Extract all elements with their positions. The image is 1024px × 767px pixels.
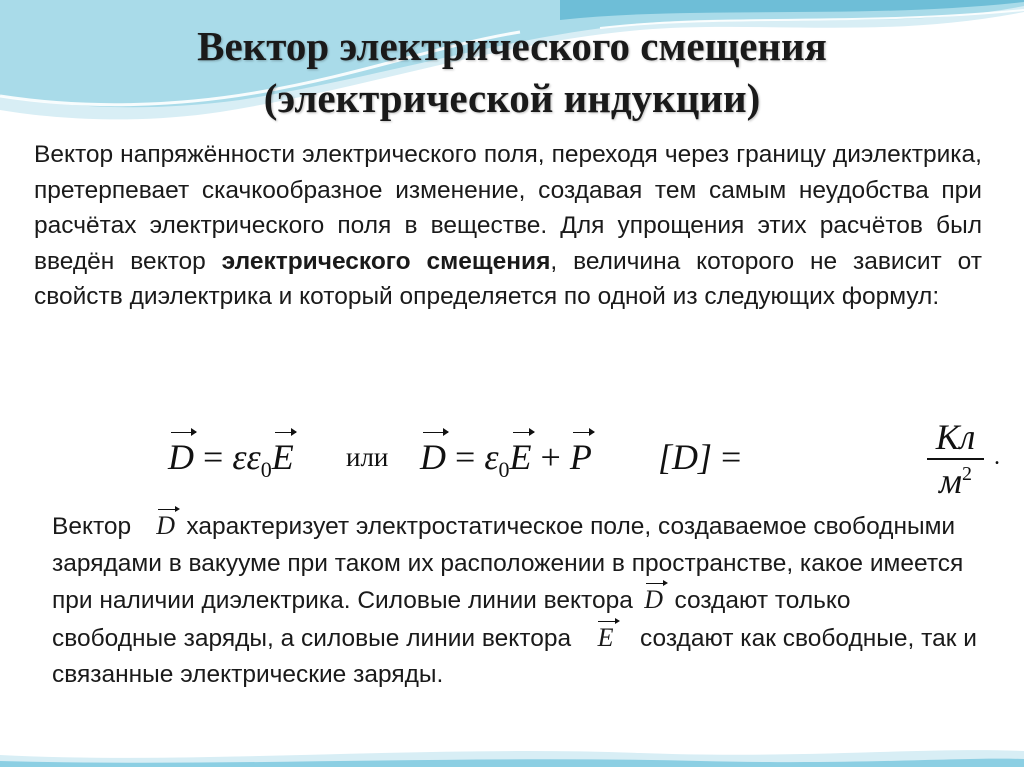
formula-unit-lhs [658,436,741,478]
intro-paragraph [34,137,982,315]
formula-equals-2: = [455,437,476,477]
formula-d-eq-eps-e [168,436,294,482]
formula-vector-d-2: D [420,437,446,477]
formula-or-text: или [346,442,389,472]
formula-unit-den-exp: 2 [961,463,972,485]
inline-vector-d: D [152,508,180,545]
intro-bold-term: электрического смещения [221,247,551,275]
intro-text-part2: , величина которого не зависит от свойств диэлектрика и который определяется по одной из следующих формул: [34,247,982,310]
formula-unit-fraction [923,416,988,502]
formula-vector-e-2: E [509,437,532,477]
formula-eps-subscript: 0 [260,457,272,482]
body-text-c: создают только свободные заряды, а силовые линии вектора [52,587,851,652]
formula-unit-bracket: [D] [658,437,713,477]
formula-vector-p: P [569,437,592,477]
formula-block [158,416,1000,506]
formula-vector-d: D [168,437,194,477]
formula-plus: + [540,437,561,477]
formula-dot [994,444,1000,471]
formula-d-eq-eps0-e-plus-p [420,436,592,482]
body-paragraph [52,508,982,694]
body-text-b: характеризует электростатическое поле, создаваемое свободными зарядами в вакууме при таком их расположении в пространстве, какое имеется при наличии диэлектрика. Силовые линии вектора [52,513,964,615]
formula-eps0-subscript: 0 [498,457,510,482]
slide-title [0,20,1024,124]
body-text-d: создают как свободные, так и связанные электрические заряды. [52,624,977,689]
intro-text-part1: Вектор напряжённости электрического поля, переходя через границу диэлектрика, претерпевает скачкообразное изменение, создавая тем самым неудобства при расчётах электрического поля в веществе. Для упрощения этих расчётов был введён вектор [34,141,982,275]
decorative-wave-bottom [0,727,1024,767]
formula-equals: = [203,437,224,477]
formula-unit-den-base: м [939,461,962,501]
formula-period: . [994,444,1000,470]
slide-title-line2: (электрической индукции) [263,75,761,121]
inline-vector-e: E [592,620,620,657]
body-text-a: Вектор [52,513,138,540]
formula-epsilon-0: ε [484,437,499,477]
slide-title-line1: Вектор электрического смещения [197,23,827,69]
inline-vector-d-2: D [640,582,668,619]
formula-unit-numerator: Кл [935,417,976,457]
formula-vector-e: E [271,437,294,477]
formula-unit-denominator [923,460,988,502]
formula-or [346,442,388,473]
formula-unit-equals: = [721,437,742,477]
formula-epsilon: εε [232,437,261,477]
